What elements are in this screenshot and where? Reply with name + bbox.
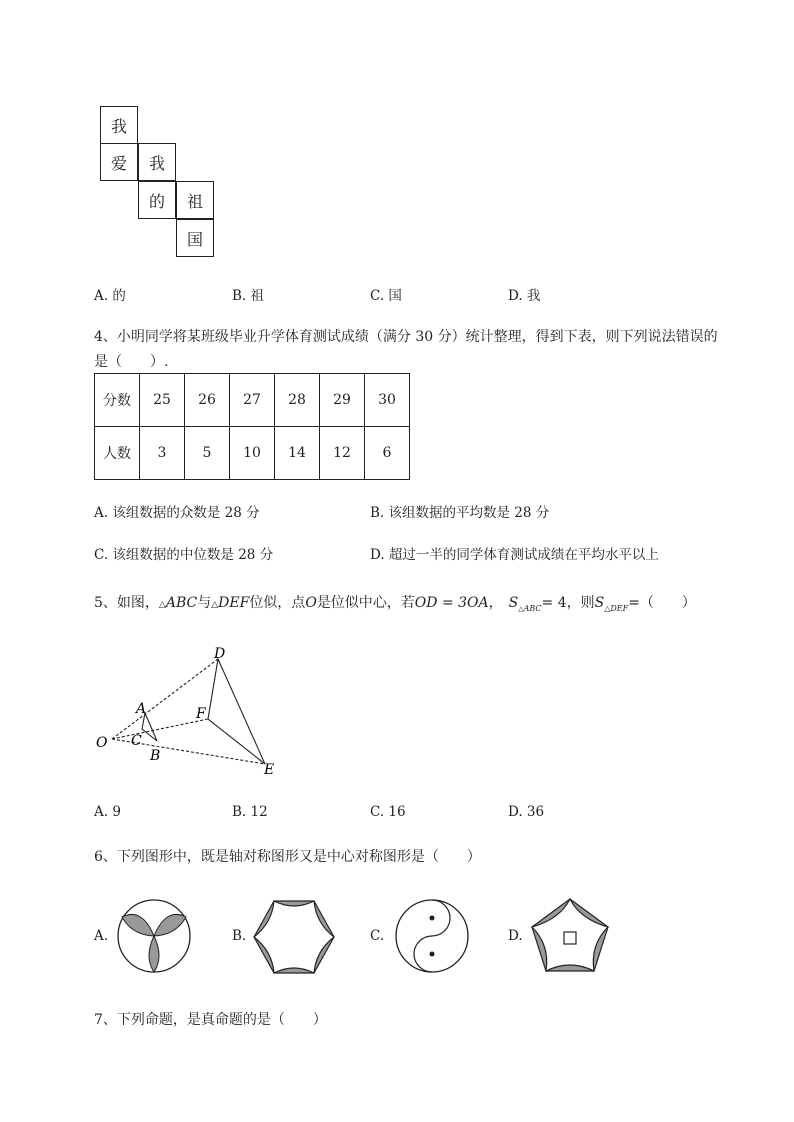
table-cell: 5 — [185, 427, 230, 480]
net-cell: 的 — [138, 181, 176, 219]
figure-a-three-petal-circle — [114, 897, 194, 977]
table-cell: 28 — [275, 374, 320, 427]
label-e: E — [264, 762, 275, 778]
label-b: B — [150, 748, 161, 764]
table-row — [95, 374, 410, 427]
q5-equation: OD = 3OA — [414, 595, 489, 611]
q6-text: 6、下列图形中，既是轴对称图形又是中心对称图形是（ ） — [94, 849, 481, 865]
label-d: D — [214, 646, 226, 662]
table-cell: 3 — [140, 427, 185, 480]
similar-triangles-figure — [90, 640, 290, 780]
q7-text: 7、下列命题，是真命题的是（ ） — [94, 1012, 327, 1028]
q5-mid1: 与 — [197, 595, 212, 611]
table-cell: 12 — [320, 427, 365, 480]
figure-c-yin-yang — [392, 897, 472, 977]
q5-prefix: 5、如图， — [94, 595, 159, 611]
table-cell: 14 — [275, 427, 320, 480]
q5-option-b: B. 12 — [232, 804, 268, 820]
table-cell: 26 — [185, 374, 230, 427]
q4-text-line1: 4、小明同学将某班级毕业升学体育测试成绩（满分 30 分）统计整理，得到下表，则下列说法错误的 — [94, 329, 718, 345]
q5-mid2: 位似，点 — [249, 595, 306, 611]
figure-b-hexagon — [252, 897, 336, 977]
q3-option-c: C. 国 — [370, 288, 402, 304]
score-table — [94, 373, 410, 480]
q4-option-d: D. 超过一半的同学体育测试成绩在平均水平以上 — [370, 547, 659, 563]
q4-option-a: A. 该组数据的众数是 28 分 — [94, 505, 260, 521]
label-o: O — [96, 735, 108, 751]
net-cell: 我 — [138, 143, 176, 181]
table-cell: 30 — [365, 374, 410, 427]
net-cell: 爱 — [100, 143, 138, 181]
q3-option-d: D. 我 — [508, 288, 541, 304]
q4-option-b: B. 该组数据的平均数是 28 分 — [370, 505, 550, 521]
q5-area-abc-value: = 4 — [541, 595, 567, 611]
q6-option-c: C. — [370, 928, 385, 944]
label-f: F — [196, 706, 206, 722]
label-c: C — [131, 733, 142, 749]
q5-option-a: A. 9 — [94, 804, 121, 820]
q6-option-b: B. — [232, 928, 247, 944]
q5-option-d: D. 36 — [508, 804, 545, 820]
q6-option-d: D. — [508, 928, 523, 944]
net-cell: 祖 — [176, 181, 214, 219]
net-cell: 我 — [100, 106, 138, 144]
q5-mid3: 是位似中心，若 — [316, 595, 415, 611]
q5-tail: =（ ） — [628, 595, 696, 611]
q4-text-line2: 是（ ）. — [94, 354, 169, 370]
q3-option-b: B. 祖 — [232, 288, 265, 304]
table-cell: 10 — [230, 427, 275, 480]
table-cell: 分数 — [95, 374, 140, 427]
figure-d-pentagon — [528, 895, 612, 975]
q5-area-abc-sub: ABC — [523, 603, 542, 613]
table-cell: 6 — [365, 427, 410, 480]
q5-mid4: ，则 — [566, 595, 595, 611]
q6-option-a: A. — [94, 928, 109, 944]
q5-triangle-abc: ABC — [165, 595, 198, 611]
table-cell: 25 — [140, 374, 185, 427]
q5-area-def-sub: DEF — [610, 603, 629, 613]
table-cell: 29 — [320, 374, 365, 427]
q5-point-o: O — [305, 595, 317, 611]
table-cell: 人数 — [95, 427, 140, 480]
q5-option-c: C. 16 — [370, 804, 406, 820]
table-row — [95, 427, 410, 480]
net-cell: 国 — [176, 219, 214, 257]
q3-option-a: A. 的 — [94, 288, 126, 304]
q5-triangle-def: DEF — [218, 595, 250, 611]
q5-text: 5、如图，△ABC与△DEF位似，点O是位似中心，若OD = 3OA， $S_{\triangle ABC}= 4$，则$S_{\triangle DEF}=$（ ） — [94, 595, 696, 613]
table-cell: 27 — [230, 374, 275, 427]
label-a: A — [136, 701, 147, 717]
q4-option-c: C. 该组数据的中位数是 28 分 — [94, 547, 274, 563]
